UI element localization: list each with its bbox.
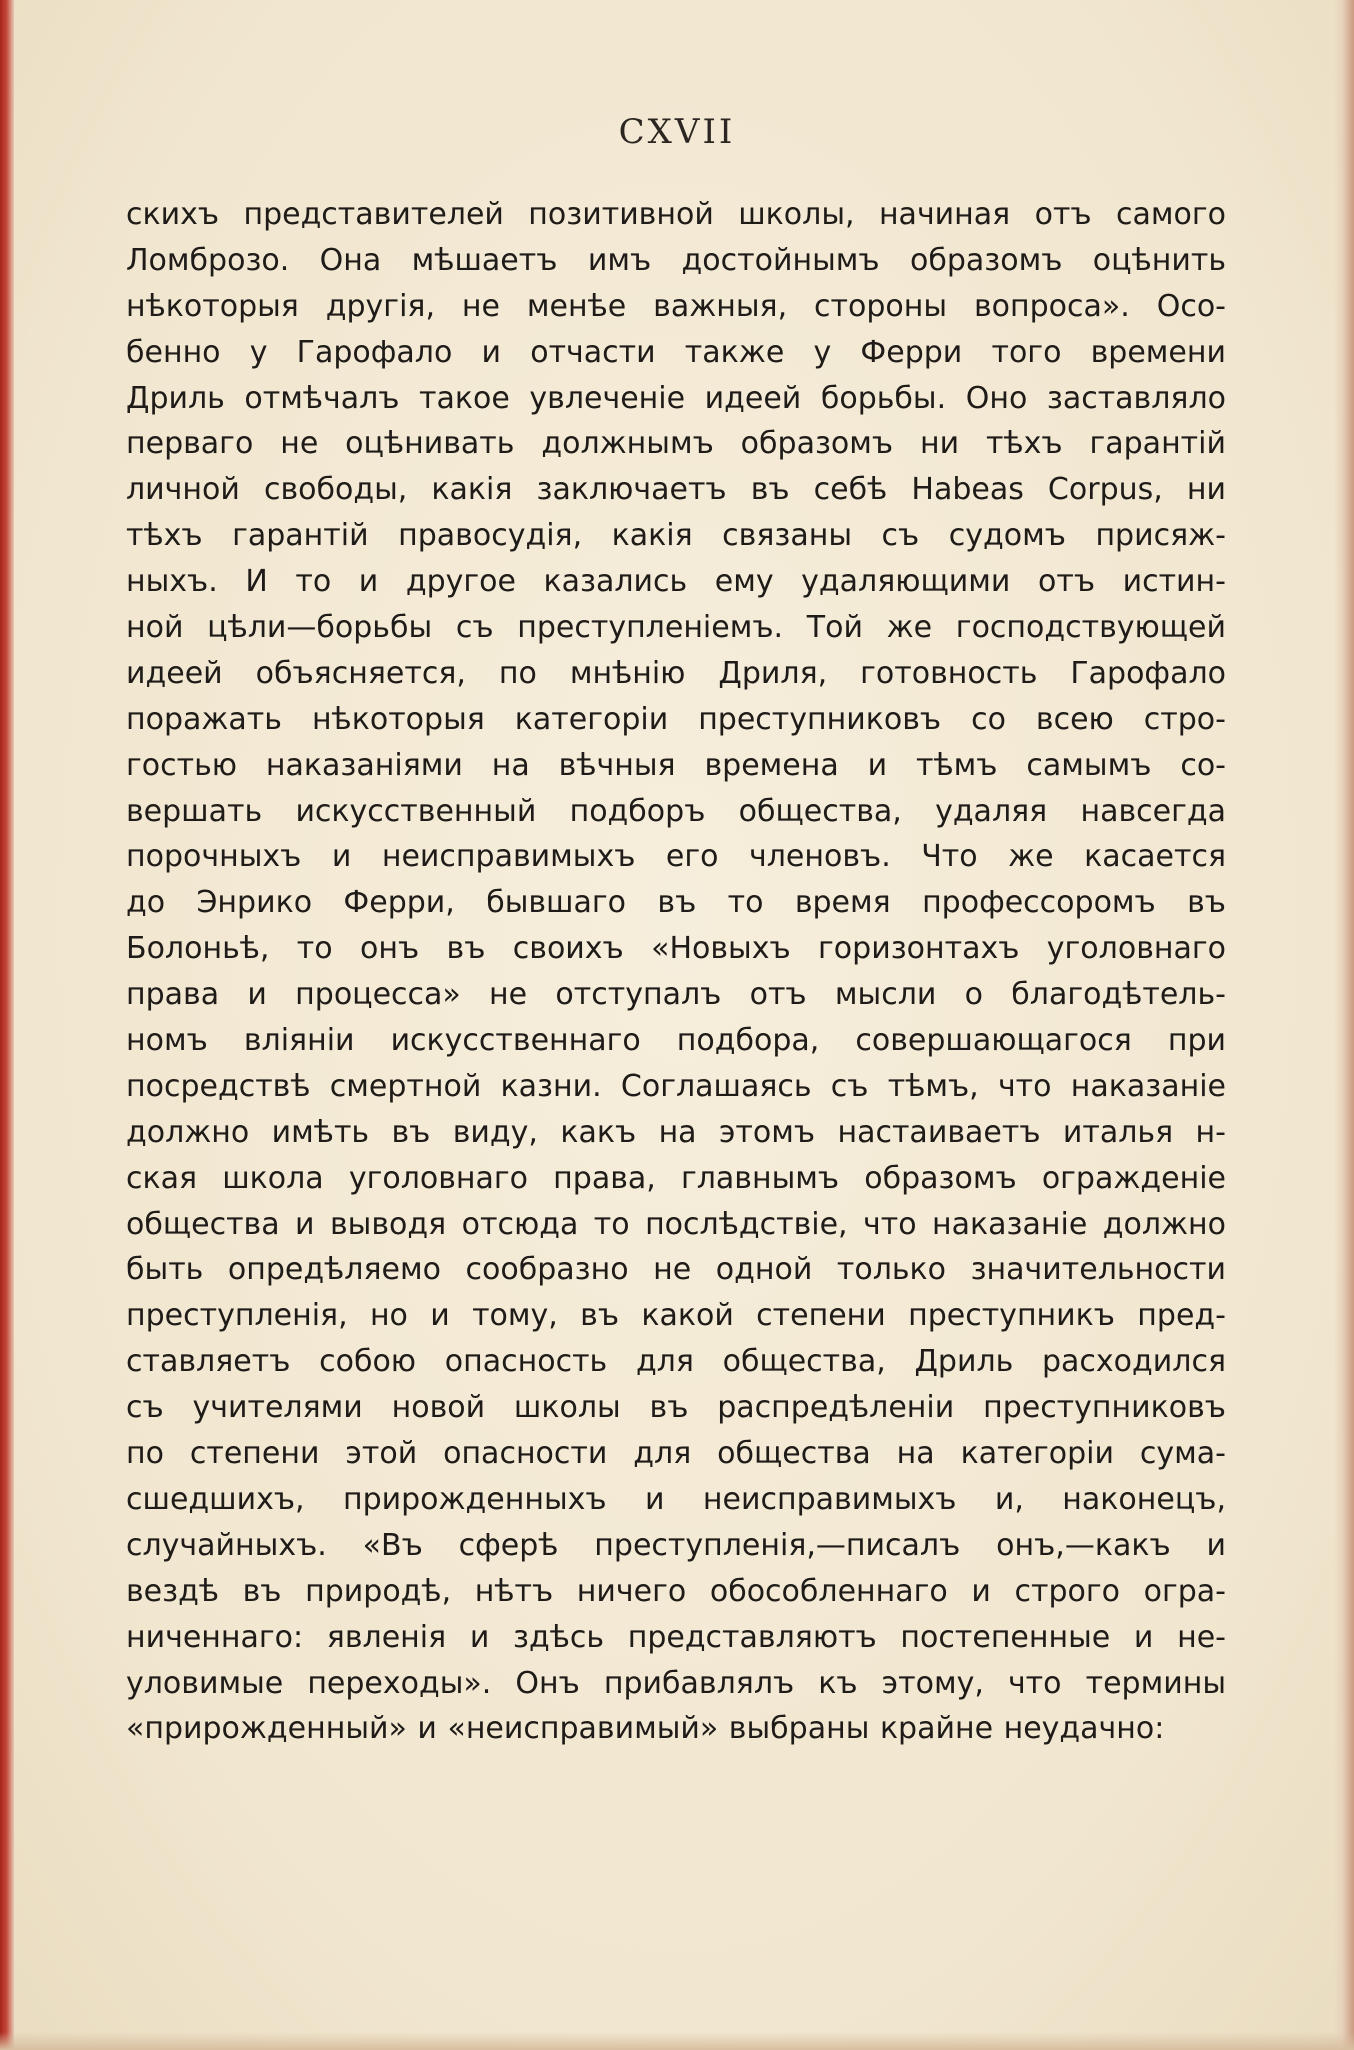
text-line: личной свободы, какiя заключаетъ въ себѣ Habeas Corpus, ни: [126, 472, 1226, 508]
text-line: порочныхъ и неисправимыхъ его членовъ. Что же касается: [126, 839, 1226, 875]
text-line: по степени этой опасности для общества на категорiи сума-: [126, 1436, 1226, 1472]
text-line: ныхъ. И то и другое казались ему удаляющими отъ истин-: [126, 564, 1226, 600]
text-line: тѣхъ гарантiй правосудiя, какiя связаны съ судомъ присяж-: [126, 518, 1226, 554]
text-line: перваго не оцѣнивать должнымъ образомъ ни тѣхъ гарантiй: [126, 426, 1226, 462]
text-line: съ учителями новой школы въ распредѣленiи преступниковъ: [126, 1390, 1226, 1426]
text-line: Дриль отмѣчалъ такое увлеченiе идеей борьбы. Оно заставляло: [126, 380, 1226, 416]
page-bottom-edge: [0, 2032, 1354, 2050]
text-line: ская школа уголовнаго права, главнымъ образомъ огражденiе: [126, 1160, 1226, 1196]
text-line: Ломброзо. Она мѣшаетъ имъ достойнымъ образомъ оцѣнить: [126, 242, 1226, 278]
text-line: сшедшихъ, прирожденныхъ и неисправимыхъ и, наконецъ,: [126, 1481, 1226, 1517]
text-line: ставляетъ собою опасность для общества, Дриль расходился: [126, 1344, 1226, 1380]
text-line: ной цѣли—борьбы съ преступленiемъ. Той же господствующей: [126, 610, 1226, 646]
text-line: гостью наказанiями на вѣчныя времена и тѣмъ самымъ со-: [126, 747, 1226, 783]
text-line: вездѣ въ природѣ, нѣтъ ничего обособленнаго и строго огра-: [126, 1573, 1226, 1609]
text-line: случайныхъ. «Въ сферѣ преступленiя,—писалъ онъ,—какъ и: [126, 1527, 1226, 1563]
text-line: бенно у Гарофало и отчасти также у Ферри того времени: [126, 334, 1226, 370]
text-line: уловимые переходы». Онъ прибавлялъ къ этому, что термины: [126, 1665, 1226, 1701]
page-left-edge: [0, 0, 14, 2050]
page-right-edge: [1334, 0, 1354, 2050]
text-line: идеей объясняется, по мнѣнiю Дриля, готовность Гарофало: [126, 655, 1226, 691]
text-line: до Энрико Ферри, бывшаго въ то время профессоромъ въ: [126, 885, 1226, 921]
text-line: Болоньѣ, то онъ въ своихъ «Новыхъ горизонтахъ уголовнаго: [126, 931, 1226, 967]
text-line: поражать нѣкоторыя категорiи преступниковъ со всею стро-: [126, 701, 1226, 737]
text-line: общества и выводя отсюда то послѣдствiе, что наказанiе должно: [126, 1206, 1226, 1242]
text-line: скихъ представителей позитивной школы, начиная отъ самого: [126, 197, 1226, 232]
text-line: нѣкоторыя другiя, не менѣе важныя, стороны вопроса». Осо-: [126, 288, 1226, 324]
body-text: [126, 192, 1226, 1752]
text-line: посредствѣ смертной казни. Соглашаясь съ тѣмъ, что наказанiе: [126, 1068, 1226, 1104]
text-line: вершать искусственный подборъ общества, удаляя навсегда: [126, 793, 1226, 829]
text-line: права и процесса» не отступалъ отъ мысли о благодѣтель-: [126, 977, 1226, 1013]
text-line: номъ влiянiи искусственнаго подбора, совершающагося при: [126, 1023, 1226, 1059]
text-line: ниченнаго: явленiя и здѣсь представляютъ постепенные и не-: [126, 1619, 1226, 1655]
text-line: преступленiя, но и тому, въ какой степени преступникъ пред-: [126, 1298, 1226, 1334]
text-line: должно имѣть въ виду, какъ на этомъ настаиваетъ италья н-: [126, 1114, 1226, 1150]
page-number: CXVII: [618, 112, 736, 152]
text-line: «прирожденный» и «неисправимый» выбраны крайне неудачно:: [126, 1711, 1165, 1747]
text-line: быть опредѣляемо сообразно не одной только значительности: [126, 1252, 1226, 1288]
